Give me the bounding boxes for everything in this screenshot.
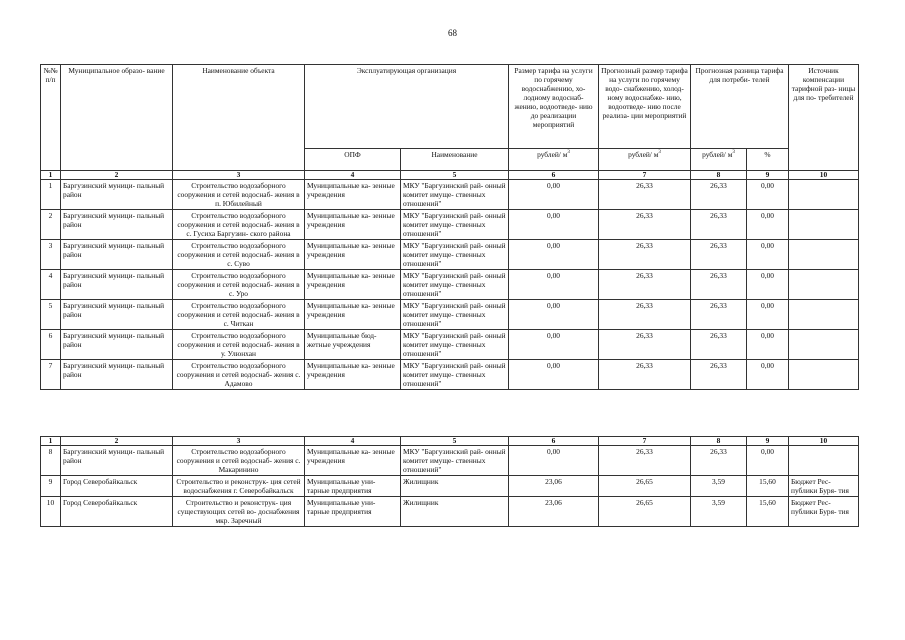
tariff-forecast-cell: 26,33 <box>599 446 691 476</box>
organization-cell: Жилищник <box>401 476 509 497</box>
tariff-before-cell: 0,00 <box>509 330 599 360</box>
column-number-row <box>41 171 859 180</box>
opf-cell: Муниципальные ка- зенные учреждения <box>305 446 401 476</box>
municipality-cell: Баргузинский муници- пальный район <box>61 360 173 390</box>
tariff-before-cell: 0,00 <box>509 300 599 330</box>
difference-percent-cell: 15,60 <box>747 476 789 497</box>
object-cell: Строительство и реконструк- ция существующих сетей во- доснабжения мкр. Заречный <box>173 497 305 527</box>
organization-cell: МКУ "Баргузинский рай- онный комитет имуще- ственных отношений" <box>401 360 509 390</box>
table-row <box>41 446 859 476</box>
header-opf: ОПФ <box>305 149 401 171</box>
header-municipality: Муниципальное образо- вание <box>61 65 173 171</box>
column-number: 8 <box>691 437 747 446</box>
tariff-table <box>40 64 859 527</box>
header-object: Наименование объекта <box>173 65 305 171</box>
table-body-top <box>41 171 859 390</box>
column-number: 2 <box>61 171 173 180</box>
tariff-before-cell: 0,00 <box>509 270 599 300</box>
tariff-before-cell: 0,00 <box>509 180 599 210</box>
difference-rub-cell: 3,59 <box>691 497 747 527</box>
opf-cell: Муниципальные ка- зенные учреждения <box>305 360 401 390</box>
header-difference: Прогнозная разница тарифа для потреби- телей <box>691 65 789 149</box>
difference-rub-cell: 26,33 <box>691 360 747 390</box>
organization-cell: МКУ "Баргузинский рай- онный комитет имуще- ственных отношений" <box>401 270 509 300</box>
tariff-forecast-cell: 26,33 <box>599 330 691 360</box>
table-gap <box>41 390 859 437</box>
table-row <box>41 360 859 390</box>
header-tariff-forecast: Прогнозный размер тарифа на услуги по горячему водо- снабжению, холод- ному водоснабже- нию, водоотведе- нию после реализа- ции мероприятий <box>599 65 691 149</box>
opf-cell: Муниципальные уни- тарные предприятия <box>305 497 401 527</box>
organization-cell: МКУ "Баргузинский рай- онный комитет имуще- ственных отношений" <box>401 330 509 360</box>
compensation-source-cell: Бюджет Рес- публики Буря- тия <box>789 497 859 527</box>
row-number: 8 <box>41 446 61 476</box>
column-number: 9 <box>747 437 789 446</box>
row-number: 4 <box>41 270 61 300</box>
object-cell: Строительство водозаборного сооружения и сетей водоснаб- жения в п. Юбилейный <box>173 180 305 210</box>
header-name: Наименование <box>401 149 509 171</box>
compensation-source-cell <box>789 360 859 390</box>
unit-label: рублей/ м <box>628 150 659 159</box>
compensation-source-cell <box>789 446 859 476</box>
tariff-table-wrapper <box>40 64 858 527</box>
object-cell: Строительство водозаборного сооружения и сетей водоснаб- жения в у. Улюнхан <box>173 330 305 360</box>
tariff-forecast-cell: 26,33 <box>599 240 691 270</box>
difference-percent-cell: 15,60 <box>747 497 789 527</box>
unit-superscript: 3 <box>732 150 735 155</box>
difference-percent-cell: 0,00 <box>747 300 789 330</box>
column-number: 10 <box>789 171 859 180</box>
column-number: 9 <box>747 171 789 180</box>
header-no: №№ п/п <box>41 65 61 171</box>
gap-cell <box>747 390 789 437</box>
tariff-before-cell: 0,00 <box>509 240 599 270</box>
tariff-forecast-cell: 26,65 <box>599 497 691 527</box>
municipality-cell: Баргузинский муници- пальный район <box>61 180 173 210</box>
organization-cell: Жилищник <box>401 497 509 527</box>
compensation-source-cell <box>789 210 859 240</box>
column-number: 6 <box>509 437 599 446</box>
object-cell: Строительство водозаборного сооружения и сетей водоснаб- жения в с. Читкан <box>173 300 305 330</box>
tariff-forecast-cell: 26,33 <box>599 300 691 330</box>
tariff-before-cell: 23,06 <box>509 476 599 497</box>
column-number: 8 <box>691 171 747 180</box>
municipality-cell: Баргузинский муници- пальный район <box>61 270 173 300</box>
gap-cell <box>61 390 173 437</box>
tariff-before-cell: 0,00 <box>509 360 599 390</box>
difference-rub-cell: 26,33 <box>691 240 747 270</box>
table-row <box>41 240 859 270</box>
compensation-source-cell <box>789 180 859 210</box>
difference-rub-cell: 26,33 <box>691 446 747 476</box>
difference-rub-cell: 26,33 <box>691 180 747 210</box>
opf-cell: Муниципальные ка- зенные учреждения <box>305 270 401 300</box>
gap-cell <box>305 390 401 437</box>
column-number: 10 <box>789 437 859 446</box>
row-number: 3 <box>41 240 61 270</box>
column-number: 7 <box>599 437 691 446</box>
column-number: 4 <box>305 437 401 446</box>
gap-cell <box>509 390 599 437</box>
tariff-before-cell: 23,06 <box>509 497 599 527</box>
tariff-forecast-cell: 26,33 <box>599 270 691 300</box>
object-cell: Строительство водозаборного сооружения и сетей водоснаб- жения с. Макаринино <box>173 446 305 476</box>
row-number: 10 <box>41 497 61 527</box>
column-number: 1 <box>41 437 61 446</box>
difference-rub-cell: 26,33 <box>691 300 747 330</box>
row-number: 9 <box>41 476 61 497</box>
table-row <box>41 300 859 330</box>
table-row <box>41 180 859 210</box>
compensation-source-cell <box>789 240 859 270</box>
row-number: 1 <box>41 180 61 210</box>
column-number: 6 <box>509 171 599 180</box>
gap-cell <box>401 390 509 437</box>
difference-percent-cell: 0,00 <box>747 446 789 476</box>
organization-cell: МКУ "Баргузинский рай- онный комитет имуще- ственных отношений" <box>401 180 509 210</box>
difference-percent-cell: 0,00 <box>747 180 789 210</box>
municipality-cell: Баргузинский муници- пальный район <box>61 240 173 270</box>
compensation-source-cell <box>789 300 859 330</box>
table-row <box>41 210 859 240</box>
header-tariff-before: Размер тарифа на услуги по горячему водоснабжению, хо- лодному водоснаб- жению, водоотведе- нию до реализации мероприятий <box>509 65 599 149</box>
difference-percent-cell: 0,00 <box>747 240 789 270</box>
row-number: 2 <box>41 210 61 240</box>
tariff-forecast-cell: 26,33 <box>599 360 691 390</box>
difference-rub-cell: 26,33 <box>691 270 747 300</box>
tariff-forecast-cell: 26,33 <box>599 180 691 210</box>
column-number: 3 <box>173 437 305 446</box>
municipality-cell: Город Северобайкальск <box>61 497 173 527</box>
header-source: Источник компенсации тарифной раз- ницы для по- требителей <box>789 65 859 171</box>
table-row <box>41 330 859 360</box>
column-number: 3 <box>173 171 305 180</box>
column-number: 5 <box>401 437 509 446</box>
gap-cell <box>691 390 747 437</box>
row-number: 5 <box>41 300 61 330</box>
organization-cell: МКУ "Баргузинский рай- онный комитет имуще- ственных отношений" <box>401 300 509 330</box>
page-number: 68 <box>448 28 457 38</box>
header-unit-before <box>509 149 599 171</box>
column-number: 5 <box>401 171 509 180</box>
row-number: 6 <box>41 330 61 360</box>
municipality-cell: Баргузинский муници- пальный район <box>61 330 173 360</box>
opf-cell: Муниципальные ка- зенные учреждения <box>305 180 401 210</box>
header-operator: Эксплуатирующая организация <box>305 65 509 149</box>
opf-cell: Муниципальные бюд- жетные учреждения <box>305 330 401 360</box>
tariff-before-cell: 0,00 <box>509 210 599 240</box>
header-unit-forecast <box>599 149 691 171</box>
page-gap-row <box>41 390 859 437</box>
municipality-cell: Баргузинский муници- пальный район <box>61 210 173 240</box>
compensation-source-cell: Бюджет Рес- публики Буря- тия <box>789 476 859 497</box>
object-cell: Строительство и реконструк- ция сетей водоснабжения г. Северобайкальск <box>173 476 305 497</box>
unit-label: рублей/ м <box>702 150 733 159</box>
tariff-before-cell: 0,00 <box>509 446 599 476</box>
municipality-cell: Город Северобайкальск <box>61 476 173 497</box>
difference-rub-cell: 26,33 <box>691 330 747 360</box>
gap-cell <box>173 390 305 437</box>
column-number: 1 <box>41 171 61 180</box>
organization-cell: МКУ "Баргузинский рай- онный комитет имуще- ственных отношений" <box>401 210 509 240</box>
object-cell: Строительство водозаборного сооружения и сетей водоснаб- жения в с. Суво <box>173 240 305 270</box>
organization-cell: МКУ "Баргузинский рай- онный комитет имуще- ственных отношений" <box>401 240 509 270</box>
difference-percent-cell: 0,00 <box>747 330 789 360</box>
opf-cell: Муниципальные ка- зенные учреждения <box>305 300 401 330</box>
unit-superscript: 3 <box>658 150 661 155</box>
tariff-forecast-cell: 26,65 <box>599 476 691 497</box>
difference-rub-cell: 3,59 <box>691 476 747 497</box>
table-header <box>41 65 859 171</box>
difference-percent-cell: 0,00 <box>747 210 789 240</box>
object-cell: Строительство водозаборного сооружения и сетей водоснаб- жения в с. Уро <box>173 270 305 300</box>
column-number: 2 <box>61 437 173 446</box>
column-number: 7 <box>599 171 691 180</box>
compensation-source-cell <box>789 330 859 360</box>
unit-label: рублей/ м <box>537 150 568 159</box>
municipality-cell: Баргузинский муници- пальный район <box>61 446 173 476</box>
header-percent: % <box>747 149 789 171</box>
organization-cell: МКУ "Баргузинский рай- онный комитет имуще- ственных отношений" <box>401 446 509 476</box>
column-number-row <box>41 437 859 446</box>
object-cell: Строительство водозаборного сооружения и сетей водоснаб- жения в с. Гусиха Баргузин- ского района <box>173 210 305 240</box>
difference-rub-cell: 26,33 <box>691 210 747 240</box>
opf-cell: Муниципальные уни- тарные предприятия <box>305 476 401 497</box>
tariff-forecast-cell: 26,33 <box>599 210 691 240</box>
compensation-source-cell <box>789 270 859 300</box>
gap-cell <box>599 390 691 437</box>
difference-percent-cell: 0,00 <box>747 270 789 300</box>
table-row <box>41 497 859 527</box>
opf-cell: Муниципальные ка- зенные учреждения <box>305 210 401 240</box>
municipality-cell: Баргузинский муници- пальный район <box>61 300 173 330</box>
column-number: 4 <box>305 171 401 180</box>
unit-superscript: 3 <box>567 150 570 155</box>
table-row <box>41 476 859 497</box>
table-row <box>41 270 859 300</box>
header-unit-difference <box>691 149 747 171</box>
object-cell: Строительство водозаборного сооружения и сетей водоснаб- жения с. Адамово <box>173 360 305 390</box>
row-number: 7 <box>41 360 61 390</box>
difference-percent-cell: 0,00 <box>747 360 789 390</box>
gap-cell <box>41 390 61 437</box>
opf-cell: Муниципальные ка- зенные учреждения <box>305 240 401 270</box>
table-body-bottom <box>41 437 859 527</box>
gap-cell <box>789 390 859 437</box>
